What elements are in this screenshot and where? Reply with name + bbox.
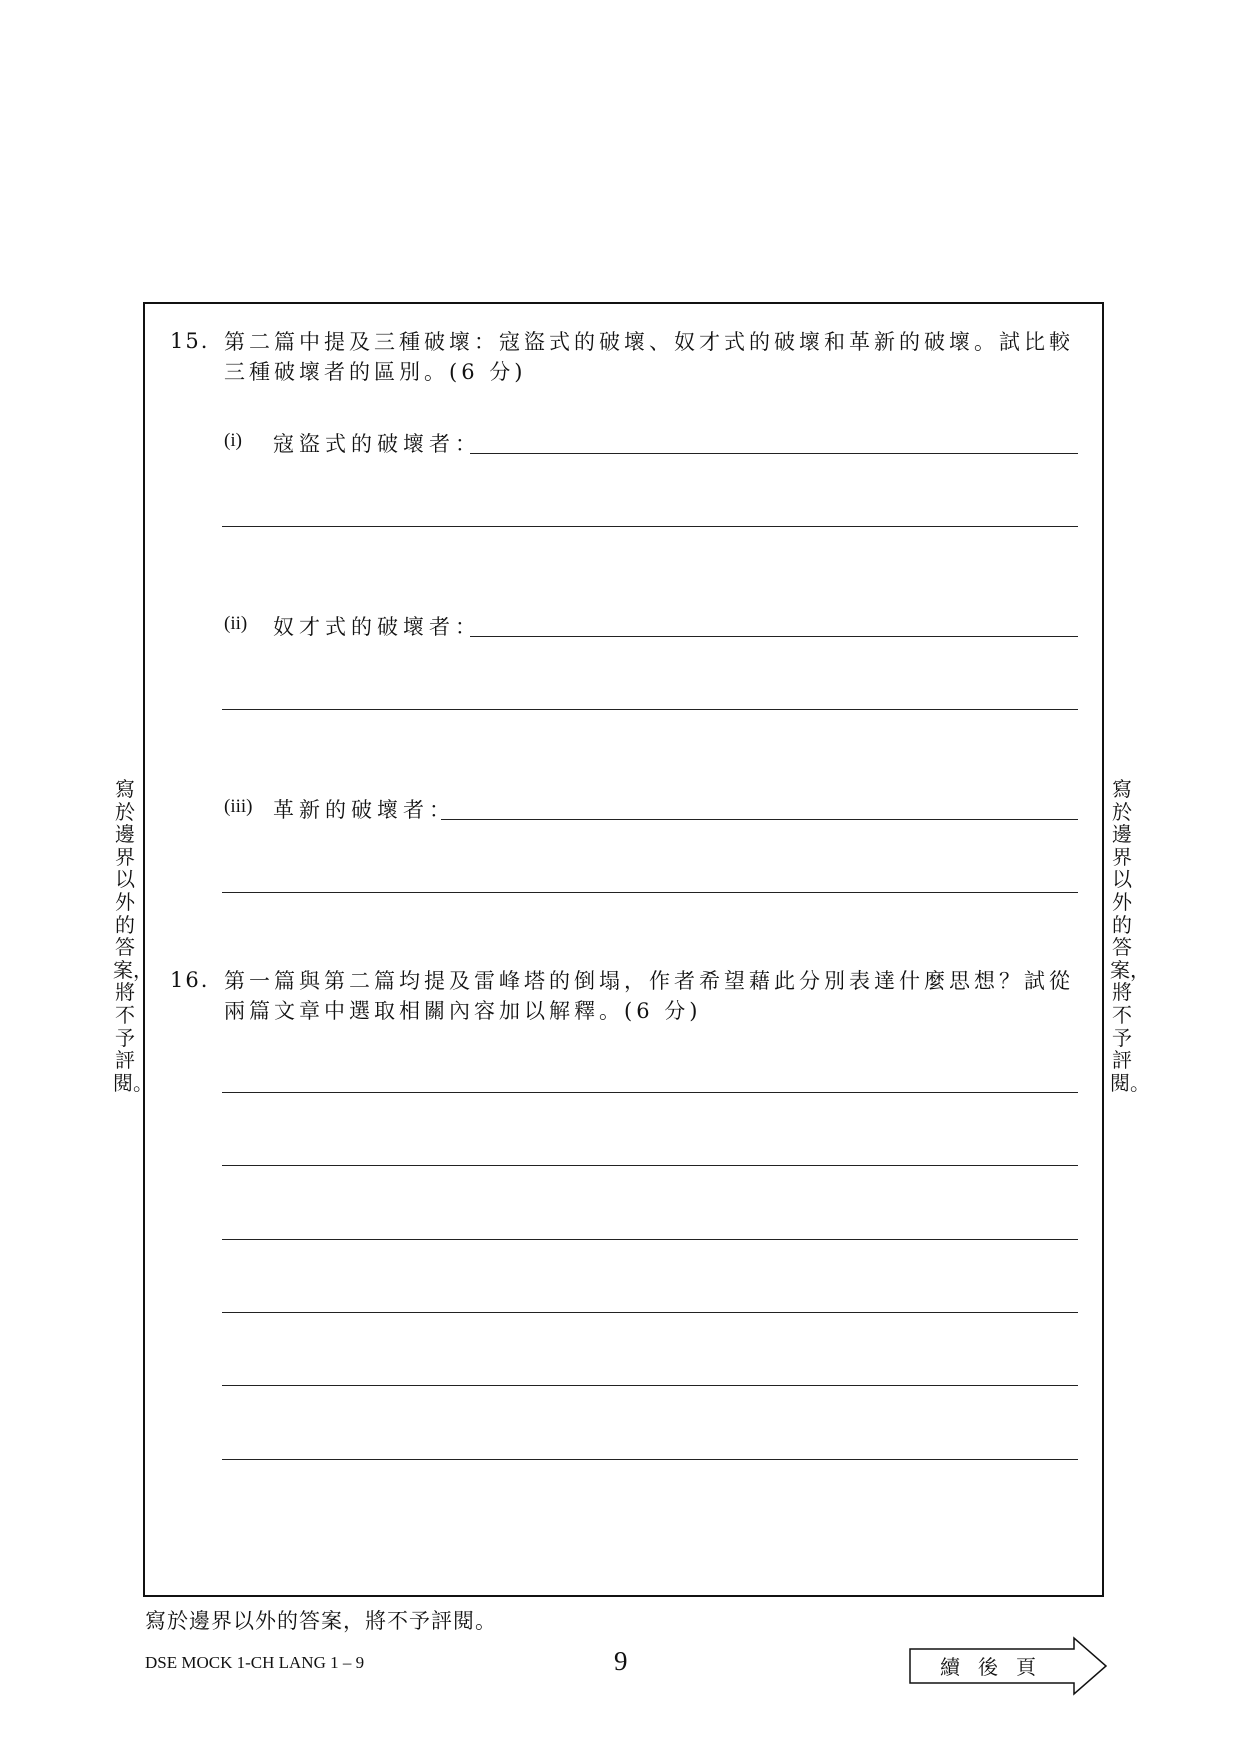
- q16-prompt-line1: 第一篇與第二篇均提及雷峰塔的倒塌，作者希望藉此分別表達什麼思想？試從: [224, 969, 1074, 993]
- footer-warning: 寫於邊界以外的答案，將不予評閱。: [145, 1609, 497, 1633]
- q15-part-iii-answer-line[interactable]: [222, 892, 1078, 893]
- q15-part-iii-answer-line[interactable]: [441, 819, 1078, 820]
- q15-part-ii-answer-line[interactable]: [470, 636, 1078, 637]
- q16-answer-line[interactable]: [222, 1385, 1078, 1386]
- q15-part-i-answer-line[interactable]: [222, 526, 1078, 527]
- q15-number: 15.: [170, 329, 210, 353]
- q15-part-iii-label: (iii): [224, 796, 253, 817]
- please-turn-over: 續後頁: [940, 1655, 1054, 1679]
- paper-code: DSE MOCK 1-CH LANG 1 – 9: [145, 1653, 365, 1672]
- q16-prompt-line2: 兩篇文章中選取相關內容加以解釋。(6 分): [224, 999, 702, 1023]
- q16-number: 16.: [170, 968, 210, 992]
- q15-part-i-answer-line[interactable]: [470, 453, 1078, 454]
- q15-part-i-label: (i): [224, 430, 242, 451]
- q15-part-ii-label: (ii): [224, 613, 248, 634]
- page-number: 9: [614, 1646, 628, 1676]
- q15-prompt-line2: 三種破壞者的區別。(6 分): [224, 360, 527, 384]
- left-margin-note: 寫於邊界以外的答案，將不予評閱。: [113, 777, 153, 1095]
- q15-part-ii-answer-line[interactable]: [222, 709, 1078, 710]
- q16-answer-line[interactable]: [222, 1239, 1078, 1240]
- right-margin-note: 寫於邊界以外的答案，將不予評閱。: [1110, 777, 1150, 1095]
- q16-answer-line[interactable]: [222, 1092, 1078, 1093]
- q16-answer-line[interactable]: [222, 1312, 1078, 1313]
- q15-prompt-line1: 第二篇中提及三種破壞：寇盜式的破壞、奴才式的破壞和革新的破壞。試比較: [224, 330, 1074, 354]
- q15-part-iii-text: 革新的破壞者：: [273, 798, 455, 822]
- q15-part-i-text: 寇盜式的破壞者：: [273, 432, 481, 456]
- answer-frame: [143, 302, 1104, 1597]
- q15-part-ii-text: 奴才式的破壞者：: [273, 615, 481, 639]
- q16-answer-line[interactable]: [222, 1459, 1078, 1460]
- q16-answer-line[interactable]: [222, 1165, 1078, 1166]
